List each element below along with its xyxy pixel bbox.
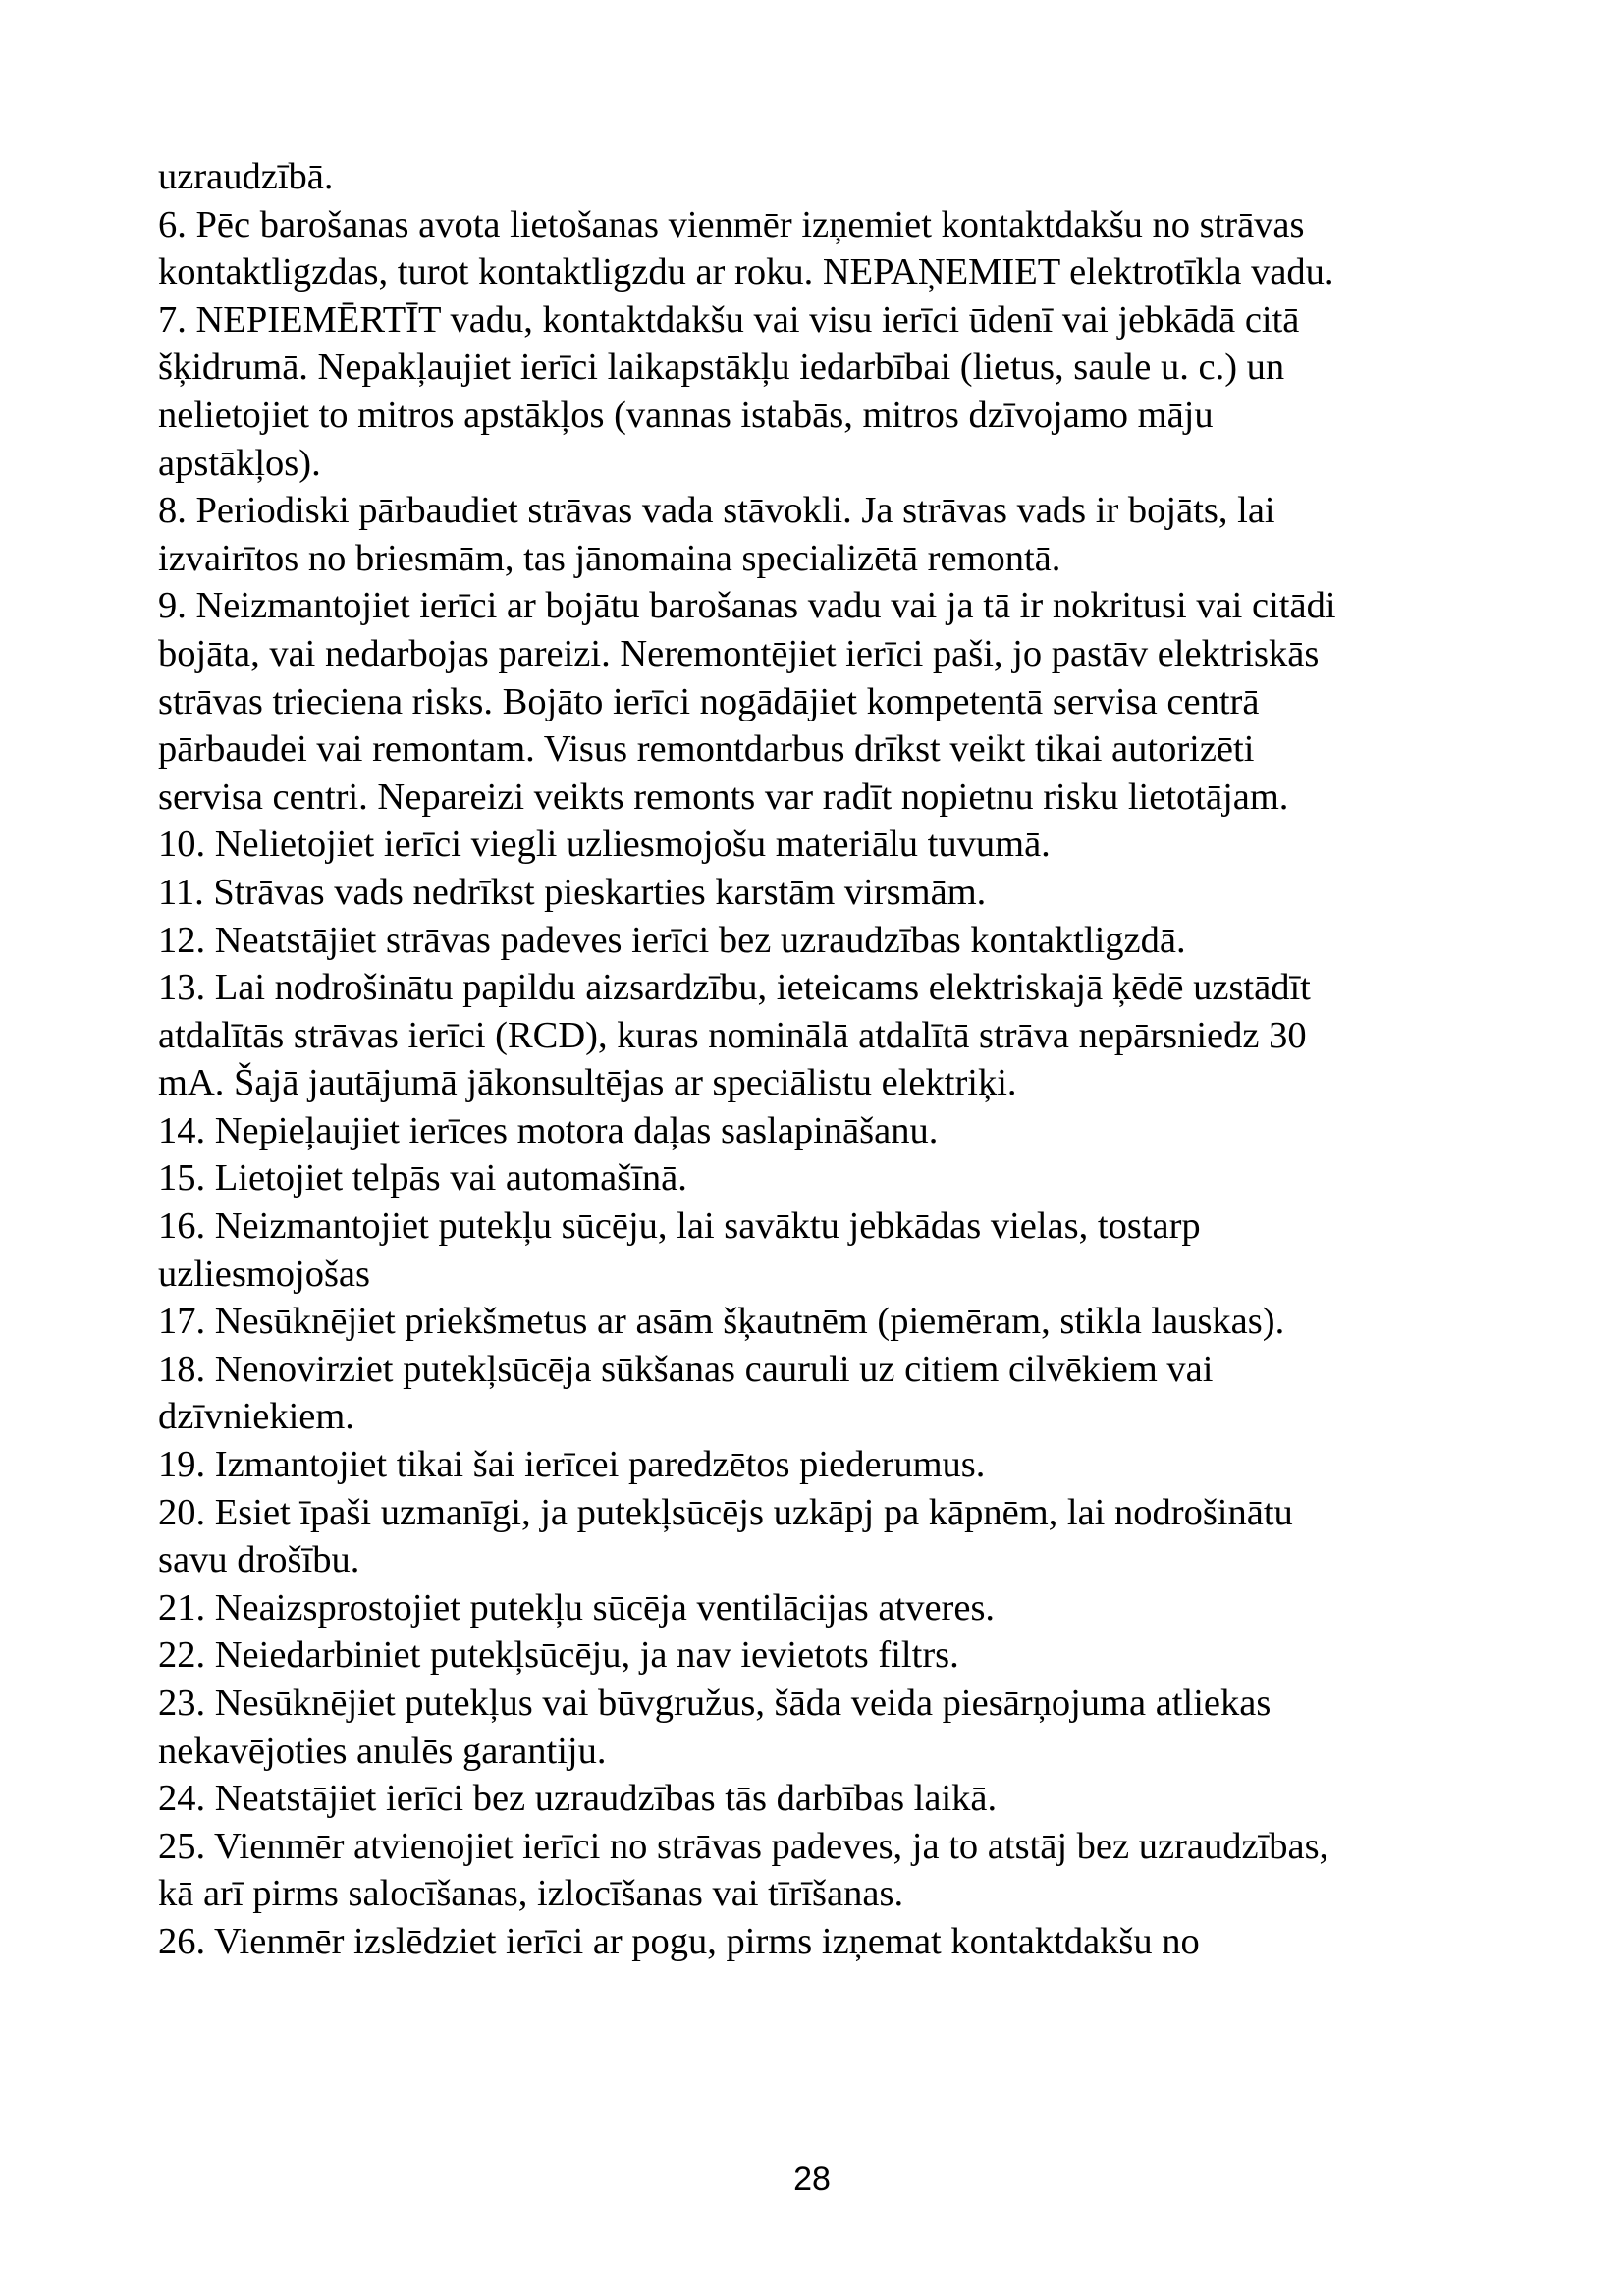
text-line: 15. Lietojiet telpās vai automašīnā. [158,1157,687,1200]
text-line: 24. Neatstājiet ierīci bez uzraudzības tās darbības laikā. [158,1778,998,1820]
text-line: strāvas trieciena risks. Bojāto ierīci nogādājiet kompetentā servisa centrā [158,680,1260,722]
text-line: 20. Esiet īpaši uzmanīgi, ja putekļsūcējs uzkāpj pa kāpnēm, lai nodrošinātu [158,1491,1293,1533]
text-line: 8. Periodiski pārbaudiet strāvas vada stāvokli. Ja strāvas vads ir bojāts, lai [158,490,1275,532]
text-line: nelietojiet to mitros apstākļos (vannas istabās, mitros dzīvojamo māju [158,394,1214,436]
text-line: nekavējoties anulēs garantiju. [158,1730,607,1772]
text-line: 14. Nepieļaujiet ierīces motora daļas saslapināšanu. [158,1109,939,1151]
text-line: 13. Lai nodrošinātu papildu aizsardzību, ieteicams elektriskajā ķēdē uzstādīt [158,967,1311,1009]
text-line: 25. Vienmēr atvienojiet ierīci no strāvas padeves, ja to atstāj bez uzraudzības, [158,1825,1329,1867]
text-line: servisa centri. Nepareizi veikts remonts var radīt nopietnu risku lietotājam. [158,775,1289,818]
text-line: 17. Nesūknējiet priekšmetus ar asām šķautnēm (piemēram, stikla lauskas). [158,1301,1285,1343]
text-line: 12. Neatstājiet strāvas padeves ierīci bez uzraudzības kontaktligzdā. [158,919,1186,961]
text-line: 22. Neiedarbiniet putekļsūcēju, ja nav ievietots filtrs. [158,1634,959,1677]
text-line: 11. Strāvas vads nedrīkst pieskarties karstām virsmām. [158,871,987,913]
text-line: 9. Neizmantojiet ierīci ar bojātu barošanas vadu vai ja tā ir nokritusi vai citādi [158,585,1336,627]
text-line: dzīvniekiem. [158,1396,354,1438]
text-line: 16. Neizmantojiet putekļu sūcēju, lai savāktu jebkādas vielas, tostarp [158,1205,1201,1248]
text-line: izvairītos no briesmām, tas jānomaina specializētā remontā. [158,537,1061,579]
text-line: 18. Nenovirziet putekļsūcēja sūkšanas cauruli uz citiem cilvēkiem vai [158,1348,1214,1390]
page-number: 28 [793,2161,831,2198]
text-line: 7. NEPIEMĒRTĪT vadu, kontaktdakšu vai visu ierīci ūdenī vai jebkādā citā [158,298,1300,341]
text-line: 10. Nelietojiet ierīci viegli uzliesmojošu materiālu tuvumā. [158,824,1051,866]
text-line: 26. Vienmēr izslēdziet ierīci ar pogu, pirms izņemat kontaktdakšu no [158,1920,1200,1962]
text-line: pārbaudei vai remontam. Visus remontdarbus drīkst veikt tikai autorizēti [158,728,1255,771]
text-line: bojāta, vai nedarbojas pareizi. Neremontējiet ierīci paši, jo pastāv elektriskās [158,632,1320,674]
text-line: 6. Pēc barošanas avota lietošanas vienmēr izņemiet kontaktdakšu no strāvas [158,203,1305,245]
text-line: atdalītās strāvas ierīci (RCD), kuras nominālā atdalītā strāva nepārsniedz 30 [158,1014,1307,1056]
text-line: mA. Šajā jautājumā jākonsultējas ar speciālistu elektriķi. [158,1062,1017,1104]
document-body [158,153,1484,1966]
text-line: kā arī pirms salocīšanas, izlocīšanas vai tīrīšanas. [158,1873,904,1915]
text-line: savu drošību. [158,1539,360,1581]
text-line: šķidrumā. Nepakļaujiet ierīci laikapstākļu iedarbībai (lietus, saule u. c.) un [158,347,1285,389]
text-line: 23. Nesūknējiet putekļus vai būvgružus, šāda veida piesārņojuma atliekas [158,1682,1272,1724]
text-line: uzraudzībā. [158,156,334,197]
text-line: apstākļos). [158,442,321,484]
text-line: uzliesmojošas [158,1253,370,1295]
text-line: kontaktligzdas, turot kontaktligzdu ar roku. NEPAŅEMIET elektrotīkla vadu. [158,251,1334,294]
text-line: 21. Neaizsprostojiet putekļu sūcēja ventilācijas atveres. [158,1586,996,1629]
text-line: 19. Izmantojiet tikai šai ierīcei paredzētos piederumus. [158,1444,986,1486]
